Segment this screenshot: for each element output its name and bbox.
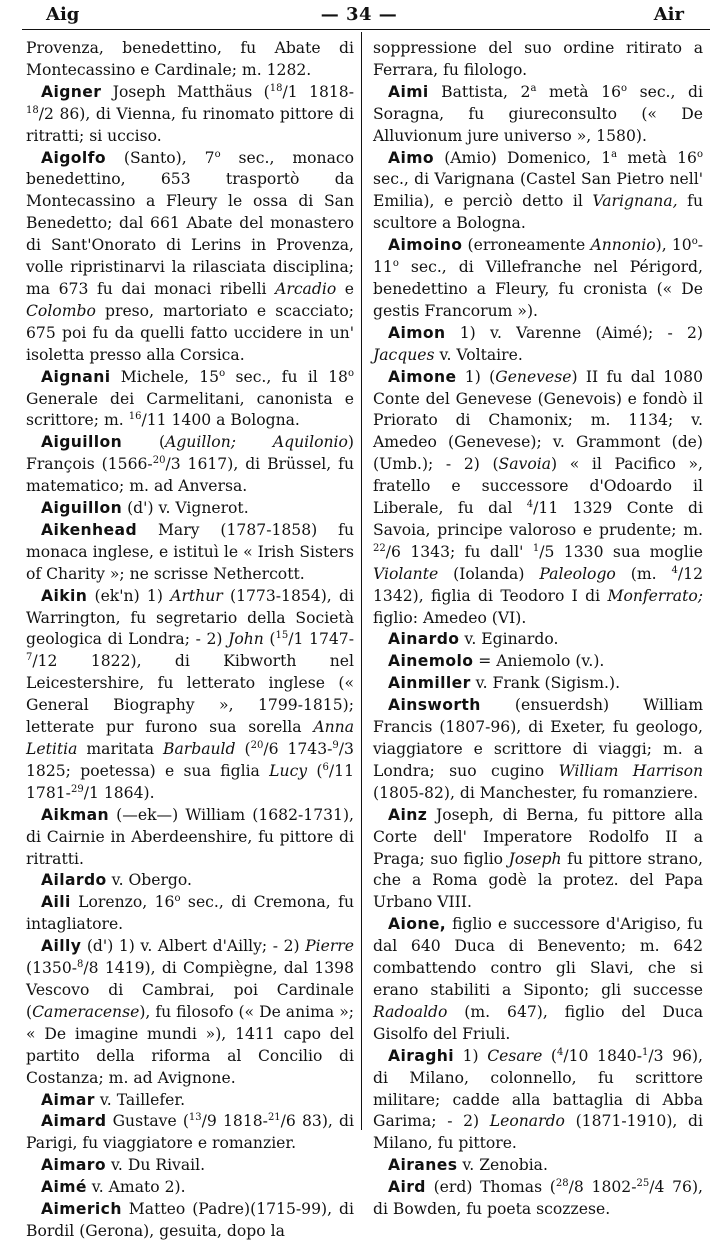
superscript: o xyxy=(696,148,703,160)
entry-text: (Amio) Domenico, 1 xyxy=(433,148,612,167)
dictionary-entry xyxy=(26,432,354,498)
headword: Aigner xyxy=(41,82,102,101)
entry-text: 1) xyxy=(454,1046,488,1065)
entry-text: (1871-1910), di Milano, fu pittore. xyxy=(373,1112,703,1153)
entry-text: Generale dei Carmelitani, canonista e scrittore; m. xyxy=(26,389,354,430)
headword: Ainemolo xyxy=(388,652,474,671)
entry-text: ) II fu dal 1080 Conte del Genevese (Genevois) e fondò il Priorato di Chamonix; m. 1134; v. Amedeo (Genevese); v. Grammont (de) (Umb.); - 2) ( xyxy=(373,367,703,474)
dictionary-entry xyxy=(26,936,354,1089)
headword: Aimo xyxy=(388,148,434,167)
entry-text: /3 1825; poetessa) e sua figlia xyxy=(26,740,354,780)
entry-text: ), 10 xyxy=(655,236,692,255)
entry-text: (1350- xyxy=(26,959,78,978)
italic-text: Pierre xyxy=(305,937,354,956)
entry-text: (—ek—) William (1682-1731), di Cairnie in Aberdeenshire, fu pittore di ritratti. xyxy=(26,805,354,868)
superscript: 4 xyxy=(526,498,534,510)
dictionary-entry xyxy=(26,38,354,82)
italic-text: Savoia xyxy=(498,455,552,474)
headword: Ainmiller xyxy=(388,674,471,693)
headword: Aigolfo xyxy=(41,148,106,167)
entry-text: ) « il Pacifico », fratello e successore d'Odoardo il Liberale, fu dal xyxy=(373,455,703,518)
dictionary-entry xyxy=(26,148,354,367)
dictionary-entry xyxy=(373,82,703,148)
entry-text: ), fu filosofo (« De anima »; « De imagine mundi »), 1411 capo del partito della riforma al Concilio di Costanza; m. ad Avignone. xyxy=(26,1002,354,1087)
entry-text: sec., monaco benedettino, 653 trasportò da Montecassino a Fleury le ossa di San Benedetto; dal 661 Abate del monastero di Sant'Onorato di Lerins in Provenza, volle ripristinarvi la rilasciata disciplina; ma 673 fu dai monaci ribelli xyxy=(26,148,354,298)
superscript: 21 xyxy=(267,1112,281,1124)
dictionary-entry xyxy=(26,1155,354,1177)
entry-text: v. Amato 2). xyxy=(86,1178,186,1197)
entry-text: metà 16 xyxy=(617,148,697,167)
dictionary-entry xyxy=(26,870,354,892)
superscript: o xyxy=(621,82,628,94)
dictionary-entry xyxy=(373,805,703,915)
entry-text: /8 1802- xyxy=(568,1178,637,1197)
headword: Ainsworth xyxy=(388,696,481,715)
entry-text: v. Du Rivail. xyxy=(106,1156,206,1175)
entry-text: sec., di Varignana (Castel San Pietro nell' Emilia), e perciò detto il xyxy=(373,170,703,211)
superscript: o xyxy=(392,257,399,269)
running-head-right: Air xyxy=(653,4,684,25)
entry-text: /11 1400 a Bologna. xyxy=(141,411,300,430)
dictionary-entry xyxy=(26,1177,354,1199)
entry-text: Michele, 15 xyxy=(110,367,220,386)
headword: Aiguillon xyxy=(41,499,123,518)
entry-text: (m. 647), figlio del Duca Gisolfo del Friuli. xyxy=(373,1002,703,1043)
dictionary-entry xyxy=(373,914,703,1045)
entry-text: v. Zenobia. xyxy=(457,1156,548,1175)
dictionary-entry xyxy=(373,235,703,323)
entry-text: (1805-82), di Manchester, fu romanziere. xyxy=(373,783,699,802)
dictionary-entry xyxy=(26,586,354,805)
italic-text: Lucy xyxy=(269,761,308,780)
column-divider xyxy=(361,32,362,1130)
entry-text: v. Taillefer. xyxy=(94,1090,186,1109)
superscript: 8 xyxy=(77,958,84,970)
superscript: 4 xyxy=(671,564,678,576)
dictionary-entry xyxy=(26,805,354,871)
italic-text: Arthur xyxy=(170,586,223,605)
entry-text: /8 1419), di Compiègne, dal 1398 Vescovo di Cambrai, poi Cardinale ( xyxy=(26,959,354,1021)
headword: Aikman xyxy=(41,805,110,824)
superscript: o xyxy=(691,235,698,247)
entry-text: metà 16 xyxy=(536,82,621,101)
entry-text: /12 1822), di Kibworth nel Leicestershire, fu letterato inglese (« General Biography », 1799-1815); letterate pur furono sua sorella xyxy=(26,652,354,737)
entry-text: preso, martoriato e scacciato; 675 poi fu da quelli fatto uccidere in un' isoletta presso alla Corsica. xyxy=(26,301,354,364)
dictionary-entry xyxy=(373,148,703,236)
superscript: 20 xyxy=(152,455,166,467)
entry-text: 1) v. Varenne (Aimé); - 2) xyxy=(445,323,703,342)
headword: Aignani xyxy=(41,367,111,386)
entry-text: ( xyxy=(263,630,276,649)
entry-text: fu pittore strano, che a Roma godè la protez. del Papa Urbano VIII. xyxy=(373,849,703,912)
entry-text: /1 1818- xyxy=(282,82,354,101)
superscript: o xyxy=(174,893,181,905)
italic-text: Anna Letitia xyxy=(26,718,354,758)
dictionary-entry xyxy=(26,1199,354,1243)
italic-text: John xyxy=(228,630,264,649)
entry-text: /11 1781- xyxy=(26,761,354,802)
entry-text: sec., di Cremona, fu intagliatore. xyxy=(26,893,354,934)
dictionary-entry xyxy=(373,323,703,367)
entry-text: (erd) Thomas ( xyxy=(425,1178,556,1197)
italic-text: Cesare xyxy=(487,1046,543,1065)
running-head-left: Aig xyxy=(46,4,80,25)
headword: Aimé xyxy=(41,1178,87,1197)
superscript: 9 xyxy=(332,739,339,751)
entry-text: Battista, 2 xyxy=(428,82,531,101)
italic-text: Genevese xyxy=(495,367,572,386)
superscript: 1 xyxy=(532,542,540,554)
entry-text: -11 xyxy=(373,236,703,277)
dictionary-entry xyxy=(373,629,703,651)
headword: Aimar xyxy=(41,1090,95,1109)
page-number: — 34 — xyxy=(320,4,398,25)
entry-text: /6 1743- xyxy=(263,740,333,758)
entry-text: (erroneamente xyxy=(462,236,591,255)
entry-text: v. Frank (Sigism.). xyxy=(470,674,621,693)
superscript: 22 xyxy=(373,542,386,554)
entry-text: v. Eginardo. xyxy=(459,630,559,649)
entry-text: (Iolanda) xyxy=(438,564,540,583)
dictionary-entry xyxy=(373,673,703,695)
superscript: a xyxy=(530,82,537,94)
italic-text: Arcadio xyxy=(275,279,337,298)
entry-text: Matteo (Padre)(1715-99), di Bordil (Gerona), gesuita, dopo la xyxy=(26,1200,354,1240)
italic-text: Aguillon; Aquilonio xyxy=(165,433,348,452)
entry-text: sec., di Soragna, fu giureconsulto (« De Alluvionum jure universo », 1580). xyxy=(373,82,704,145)
superscript: 6 xyxy=(322,761,329,773)
dictionary-entry xyxy=(26,892,354,936)
entry-text: 1) ( xyxy=(456,367,496,386)
headword: Aimone xyxy=(388,367,457,386)
superscript: 16 xyxy=(128,411,142,423)
italic-text: Cameracense xyxy=(32,1002,140,1021)
entry-text: /5 1330 sua moglie xyxy=(539,542,704,561)
headword: Aimi xyxy=(388,82,429,101)
entry-text: /2 86), di Vienna, fu rinomato pittore di ritratti; si ucciso. xyxy=(26,104,354,145)
headword: Aimoino xyxy=(388,236,463,255)
superscript: 18 xyxy=(269,82,283,94)
headword: Airaghi xyxy=(388,1046,455,1065)
superscript: 15 xyxy=(275,630,289,642)
italic-text: Paleologo xyxy=(539,564,616,583)
italic-text: Colombo xyxy=(26,301,96,320)
entry-text: Joseph, di Berna, fu pittore alla Corte dell' Imperatore Rodolfo II a Praga; suo figlio xyxy=(373,805,703,868)
entry-text: (1773-1854), di Warrington, fu segretario della Società geologica di Londra; - 2) xyxy=(26,586,354,649)
dictionary-entry xyxy=(373,367,703,630)
entry-text: ( xyxy=(542,1046,557,1065)
headword: Aiguillon xyxy=(41,433,123,452)
entry-text: /9 1818- xyxy=(201,1112,268,1131)
italic-text: Leonardo xyxy=(489,1112,565,1131)
superscript: 20 xyxy=(250,739,264,751)
superscript: 29 xyxy=(70,783,84,795)
entry-text: v. Obergo. xyxy=(106,871,192,890)
italic-text: Jacques xyxy=(373,345,435,364)
superscript: o xyxy=(347,367,354,379)
headword: Aimard xyxy=(41,1112,107,1131)
headword: Airanes xyxy=(388,1156,458,1175)
entry-text: figlio: Amedeo (VI). xyxy=(373,608,527,627)
italic-text: Varignana, xyxy=(592,192,678,211)
dictionary-entry xyxy=(373,1177,703,1221)
dictionary-entry xyxy=(373,1155,703,1177)
headword: Aird xyxy=(388,1178,426,1197)
dictionary-entry xyxy=(26,1090,354,1112)
entry-text: /6 83), di Parigi, fu viaggiatore e romanzier. xyxy=(26,1112,354,1153)
entry-text: ( xyxy=(122,433,166,452)
superscript: 13 xyxy=(188,1112,202,1124)
italic-text: Violante xyxy=(373,564,439,583)
dictionary-entry xyxy=(26,367,354,433)
entry-text: /6 1343; fu dall' xyxy=(385,542,533,561)
superscript: 1 xyxy=(642,1046,649,1058)
italic-text: Barbauld xyxy=(163,740,236,758)
entry-text: /11 1329 Conte di Savoia, principe valoroso e prudente; m. xyxy=(373,499,703,539)
entry-text: Provenza, benedettino, fu Abate di Montecassino e Cardinale; m. 1282. xyxy=(26,39,354,79)
headword: Aimaro xyxy=(41,1156,106,1175)
entry-text: Joseph Matthäus ( xyxy=(101,82,270,101)
entry-text: (ensuerdsh) William Francis (1807-96), di Exeter, fu geologo, viaggiatore e scrittore di viaggi; m. a Londra; suo cugino xyxy=(373,696,703,780)
entry-text: = Aniemolo (v.). xyxy=(473,652,605,671)
headword: Aili xyxy=(41,893,71,912)
entry-text: ( xyxy=(235,740,251,758)
dictionary-entry xyxy=(373,38,703,82)
superscript: 28 xyxy=(555,1177,569,1189)
left-column xyxy=(26,38,354,1243)
entry-text: maritata xyxy=(77,740,163,758)
superscript: 7 xyxy=(26,652,33,664)
headword: Ainardo xyxy=(388,630,460,649)
dictionary-entry xyxy=(373,695,703,805)
italic-text: Radoaldo xyxy=(373,1002,448,1021)
headword: Aimerich xyxy=(41,1200,122,1219)
superscript: a xyxy=(611,148,618,160)
entry-text: /12 1342), figlia di Teodoro I di xyxy=(373,564,703,605)
dictionary-entry xyxy=(26,498,354,520)
header-rule xyxy=(22,29,710,30)
entry-text: (d') 1) v. Albert d'Ailly; - 2) xyxy=(81,937,306,956)
entry-text: ( xyxy=(307,761,323,780)
superscript: o xyxy=(219,367,226,379)
italic-text: William Harrison xyxy=(558,761,704,780)
dictionary-entry xyxy=(26,1111,354,1155)
entry-text: (m. xyxy=(615,564,672,583)
superscript: 25 xyxy=(636,1177,650,1189)
headword: Aimon xyxy=(388,323,446,342)
entry-text: /10 1840- xyxy=(563,1046,642,1065)
dictionary-entry xyxy=(26,82,354,148)
entry-text: (ek'n) 1) xyxy=(87,586,171,605)
entry-text: /3 96), di Milano, colonnello, fu scrittore militare; cadde alla battaglia di Abba Garima; - 2) xyxy=(373,1046,703,1131)
entry-text: v. Voltaire. xyxy=(434,345,523,364)
italic-text: Joseph xyxy=(508,849,562,868)
headword: Ainz xyxy=(388,805,428,824)
entry-text: /4 76), di Bowden, fu poeta scozzese. xyxy=(373,1178,703,1219)
headword: Ailardo xyxy=(41,871,107,890)
italic-text: Annonio xyxy=(590,236,656,255)
entry-text: Lorenzo, 16 xyxy=(70,893,175,912)
dictionary-entry xyxy=(26,520,354,586)
entry-text: Mary (1787-1858) fu monaca inglese, e istituì le « Irish Sisters of Charity »; ne scrisse Nethercott. xyxy=(26,520,354,583)
dictionary-entry xyxy=(373,651,703,673)
entry-text: /1 1747- xyxy=(288,630,354,649)
headword: Aikin xyxy=(41,586,88,605)
headword: Aione, xyxy=(388,915,447,934)
entry-text: e xyxy=(336,279,354,298)
superscript: 18 xyxy=(26,104,39,116)
entry-text: ) François (1566- xyxy=(26,433,354,474)
entry-text: sec., di Villefranche nel Périgord, benedettino a Fleury, fu cronista (« De gestis Francorum »). xyxy=(373,258,703,320)
entry-text: (d') v. Vignerot. xyxy=(122,499,249,518)
entry-text: /3 1617), di Brüssel, fu matematico; m. ad Anversa. xyxy=(26,455,354,496)
entry-text: fu scultore a Bologna. xyxy=(373,192,703,233)
entry-text: figlio e successore d'Arigiso, fu dal 640 Duca di Benevento; m. 642 combattendo contro gli Slavi, che si erano stabiliti a Siponto; gli successe xyxy=(373,915,703,999)
right-column xyxy=(373,38,703,1221)
headword: Aikenhead xyxy=(41,520,138,539)
italic-text: Monferrato; xyxy=(607,586,703,605)
superscript: 4 xyxy=(557,1046,564,1058)
entry-text: /1 1864). xyxy=(83,783,155,802)
entry-text: Gustave ( xyxy=(106,1112,189,1131)
entry-text: soppressione del suo ordine ritirato a Ferrara, fu filologo. xyxy=(373,39,703,79)
headword: Ailly xyxy=(41,937,82,956)
entry-text: (Santo), 7 xyxy=(105,148,215,167)
superscript: o xyxy=(214,148,221,160)
entry-text: sec., fu il 18 xyxy=(225,367,348,386)
dictionary-entry xyxy=(373,1046,703,1156)
